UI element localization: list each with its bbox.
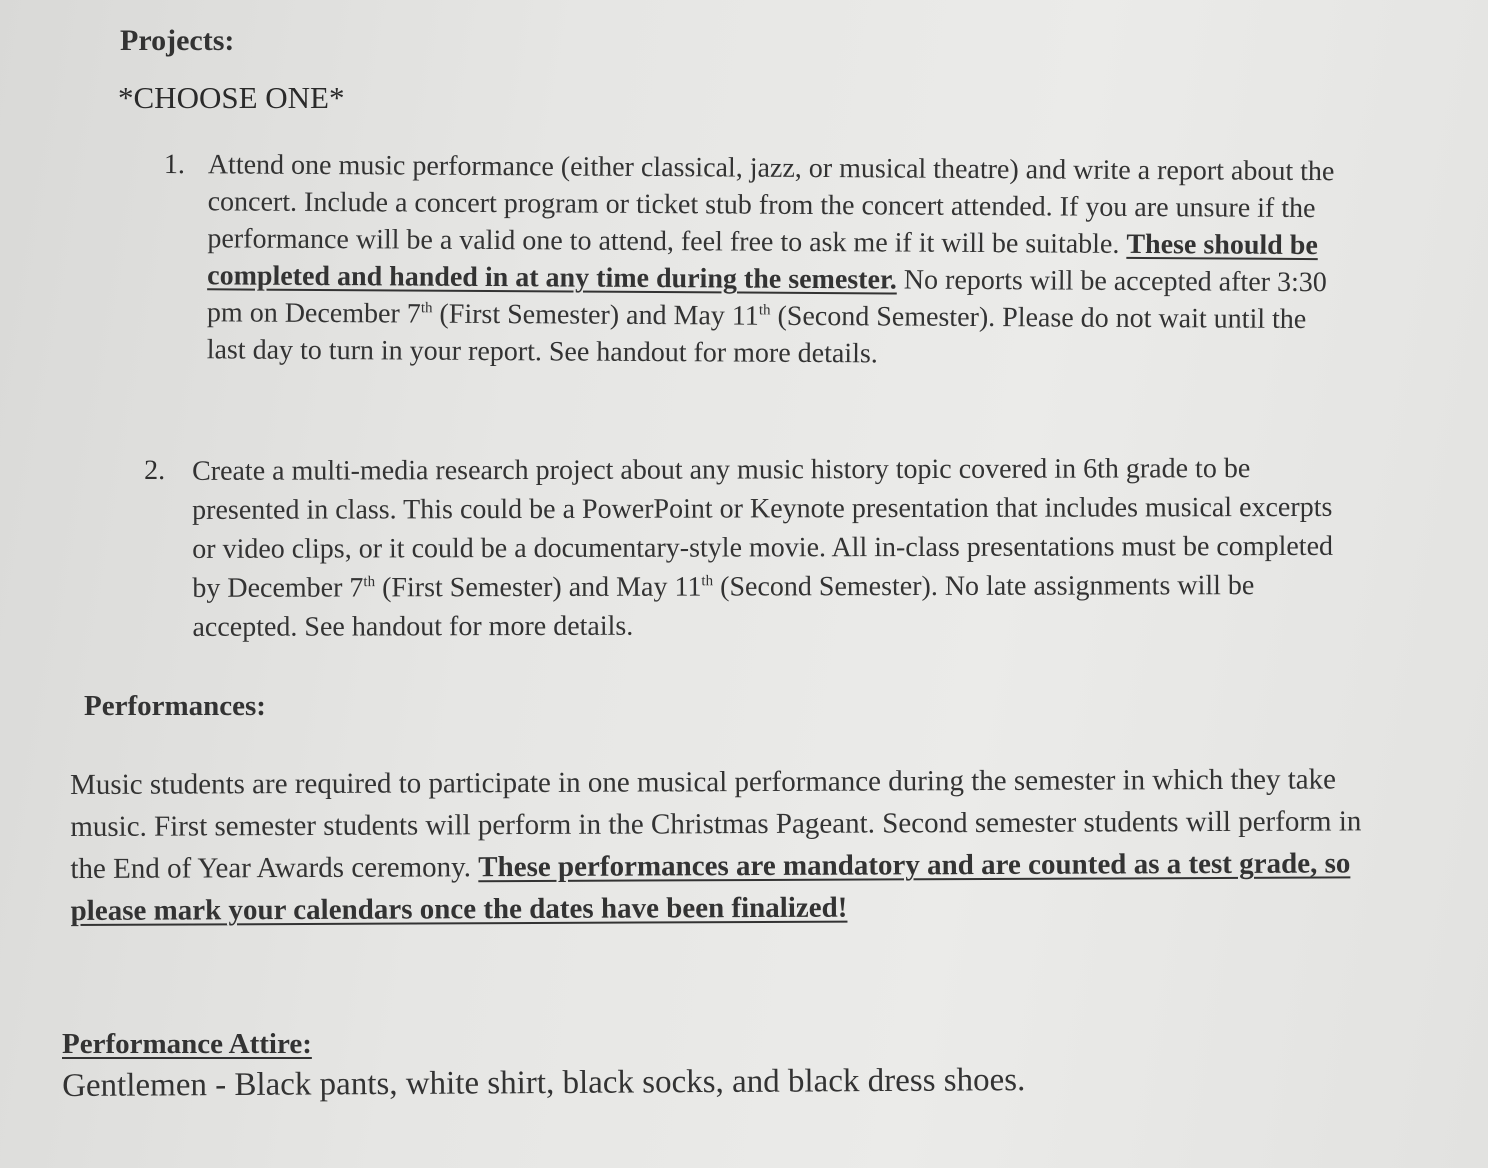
performances-paragraph: Music students are required to participate in one musical performance during the semester in which they take music. First semester students will perform in the Christmas Pageant. Second semester students will perform in the End of Year Awards ceremony. These performances are mandatory and are counted as a test grade, so please mark your calendars once the dates have been finalized!: [70, 763, 1362, 927]
project-item-2-text: Create a multi-media research project about any music history topic covered in 6th grade to be presented in class. This could be a PowerPoint or Keynote presentation that includes musical excerpts or video clips, or it could be a documentary-style movie. All in-class presentations must be completed by December 7th (First Semester) and May 11th (Second Semester). No late assignments will be accepted. See handout for more details.: [192, 453, 1334, 643]
choose-one-label: *CHOOSE ONE*: [118, 80, 345, 115]
project-item-1-text: Attend one music performance (either classical, jazz, or musical theatre) and write a report about the concert. Include a concert program or ticket stub from the concert attended. If you are unsure if the performance will be a valid one to attend, feel free to ask me if it will be suitable. These should be completed and handed in at any time during the semester. No reports will be accepted after 3:30 pm on December 7th (First Semester) and May 11th (Second Semester). Please do not wait until the last day to turn in your report. See handout for more details.: [206, 149, 1335, 370]
project-item-2: [144, 449, 1355, 652]
project-item-1-emphasis: These should be completed and handed in at any time during the semester.: [207, 228, 1318, 296]
attire-heading: Performance Attire:: [62, 1028, 312, 1060]
projects-heading: Projects:: [120, 24, 235, 57]
performances-emphasis: These performances are mandatory and are counted as a test grade, so please mark your calendars once the dates have been finalized!: [70, 847, 1351, 927]
project-item-1-number: 1.: [163, 149, 185, 181]
attire-gentlemen: Gentlemen - Black pants, white shirt, black socks, and black dress shoes.: [62, 1062, 1026, 1104]
project-item-1: [158, 146, 1360, 423]
performances-heading: Performances:: [84, 690, 266, 722]
project-item-2-number: 2.: [144, 454, 166, 486]
